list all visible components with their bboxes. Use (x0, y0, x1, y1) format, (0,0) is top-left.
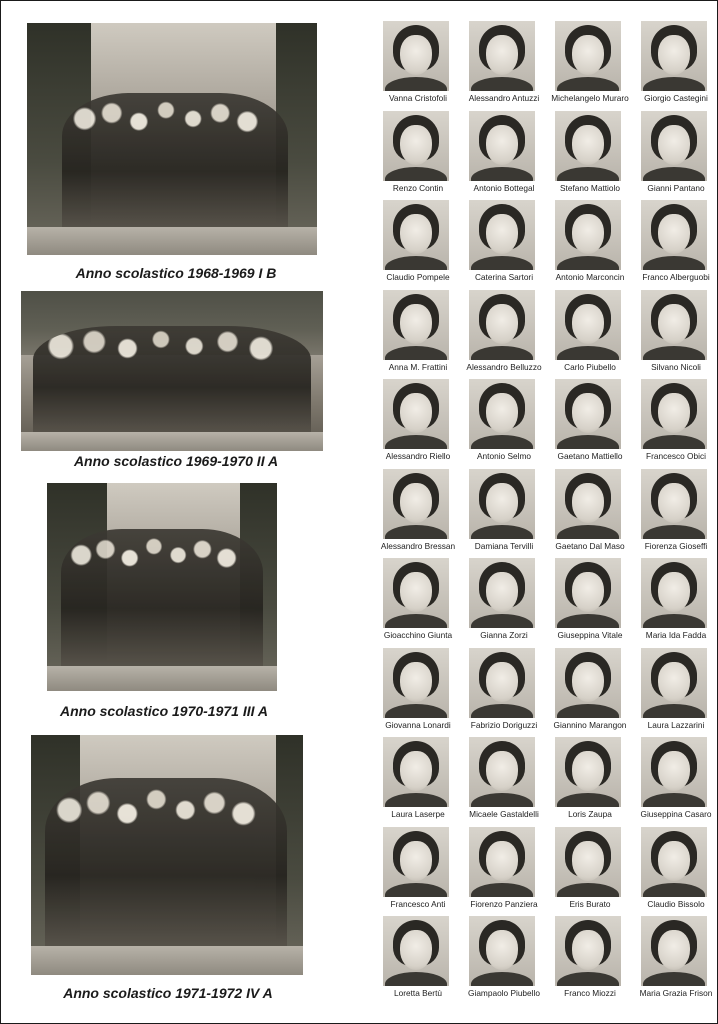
portrait-photo (641, 737, 707, 807)
portrait-name: Claudio Bissolo (647, 898, 705, 909)
portrait-photo (469, 111, 535, 181)
portrait-photo (555, 558, 621, 628)
portrait-name: Eris Burato (569, 898, 611, 909)
portrait-name: Franco Alberguobi (642, 272, 710, 282)
portrait-card (375, 558, 461, 648)
portrait-photo (641, 558, 707, 628)
portrait-photo (383, 469, 449, 539)
portrait-name: Maria Ida Fadda (645, 630, 707, 640)
portrait-name: Giampaolo Piubello (468, 988, 540, 998)
portrait-card (375, 827, 461, 917)
portrait-photo (469, 827, 535, 897)
portrait-name: Michelangelo Muraro (551, 93, 629, 103)
portrait-card (375, 737, 461, 827)
portrait-card (461, 469, 547, 559)
portrait-photo (555, 648, 621, 718)
portrait-card (633, 21, 718, 111)
portrait-name: Giuseppina Vitale (557, 630, 623, 640)
portrait-photo (641, 111, 707, 181)
portrait-name: Alessandro Belluzzo (466, 361, 542, 372)
portrait-photo (383, 21, 449, 91)
portrait-name: Franco Miozzi (564, 988, 616, 998)
portrait-photo (641, 648, 707, 718)
portrait-name: Gioacchino Giunta (383, 630, 453, 640)
portrait-card (375, 290, 461, 380)
portrait-name: Gaetano Dal Maso (555, 540, 625, 551)
portrait-photo (641, 290, 707, 360)
portrait-card (461, 737, 547, 827)
portrait-card (375, 379, 461, 469)
portrait-name: Giuseppina Casaro (640, 809, 712, 819)
portrait-card (633, 827, 718, 917)
portrait-card (633, 111, 718, 201)
portrait-card (461, 111, 547, 201)
portrait-photo (469, 379, 535, 449)
portrait-photo (555, 21, 621, 91)
portrait-name: Fabrizio Doriguzzi (470, 719, 538, 730)
portrait-photo (383, 111, 449, 181)
portrait-name: Micaele Gastaldelli (469, 809, 539, 819)
portrait-name: Loris Zaupa (568, 809, 612, 819)
portrait-card (375, 21, 461, 111)
portrait-photo (555, 916, 621, 986)
portrait-photo (641, 827, 707, 897)
portrait-name: Laura Laserpe (391, 809, 445, 819)
portrait-name: Caterina Sartori (474, 272, 534, 282)
portrait-photo (469, 916, 535, 986)
portrait-photo (383, 290, 449, 360)
portrait-card (375, 200, 461, 290)
portrait-name: Stefano Mattiolo (560, 182, 620, 193)
portrait-card (461, 558, 547, 648)
portrait-photo (641, 379, 707, 449)
portrait-photo (383, 558, 449, 628)
portrait-photo (641, 21, 707, 91)
portrait-card (461, 379, 547, 469)
class-photo-1971-1972 (31, 735, 303, 975)
portrait-card (547, 469, 633, 559)
portrait-photo (555, 737, 621, 807)
portrait-photo (555, 200, 621, 270)
portrait-photo (383, 827, 449, 897)
portrait-photo (383, 648, 449, 718)
portrait-name: Francesco Obici (646, 451, 706, 461)
portrait-name: Maria Grazia Frison (639, 988, 713, 998)
portrait-photo (383, 200, 449, 270)
portrait-card (547, 916, 633, 1006)
portrait-photo (641, 200, 707, 270)
portrait-name: Antonio Bottegal (473, 182, 535, 193)
portrait-photo (469, 737, 535, 807)
portrait-card (633, 290, 718, 380)
portrait-card (547, 648, 633, 738)
portrait-name: Giannino Marangon (553, 719, 627, 730)
portrait-photo (469, 200, 535, 270)
portrait-card (633, 200, 718, 290)
portrait-card (547, 21, 633, 111)
portrait-photo (469, 290, 535, 360)
class-photo-1968-1969 (27, 23, 317, 255)
portrait-card (547, 111, 633, 201)
photo-caption: Anno scolastico 1971-1972 IV A (63, 985, 273, 1001)
portrait-name: Anna M. Frattini (388, 361, 448, 372)
portrait-photo (641, 916, 707, 986)
portrait-card (633, 558, 718, 648)
portrait-photo (555, 827, 621, 897)
portrait-photo (555, 469, 621, 539)
portrait-card (547, 200, 633, 290)
portrait-name: Renzo Contin (392, 182, 444, 193)
portrait-card (461, 916, 547, 1006)
portrait-name: Laura Lazzarini (647, 719, 705, 730)
portrait-name: Antonio Selmo (477, 451, 531, 461)
portrait-card (547, 827, 633, 917)
portrait-photo (555, 290, 621, 360)
portrait-photo (555, 111, 621, 181)
portrait-name: Antonio Marconcin (555, 272, 625, 282)
photo-caption: Anno scolastico 1970-1971 III A (59, 703, 268, 719)
portrait-photo (383, 737, 449, 807)
portrait-photo (641, 469, 707, 539)
portrait-name: Alessandro Riello (385, 451, 451, 461)
portrait-card (547, 737, 633, 827)
portrait-photo (383, 916, 449, 986)
portrait-grid (375, 21, 718, 1006)
portrait-name: Giorgio Castegini (644, 93, 708, 103)
portrait-name: Alessandro Bressan (380, 540, 456, 551)
portrait-card (633, 469, 718, 559)
portrait-name: Fiorenzo Panziera (470, 898, 538, 909)
portrait-name: Loretta Bertù (394, 988, 442, 998)
portrait-card (547, 558, 633, 648)
portrait-photo (555, 379, 621, 449)
portrait-name: Gianni Pantano (647, 182, 705, 193)
portrait-photo (469, 648, 535, 718)
portrait-name: Gianna Zorzi (480, 630, 528, 640)
portrait-card (375, 469, 461, 559)
portrait-name: Fiorenza Gioseffi (644, 540, 708, 551)
portrait-name: Francesco Anti (390, 898, 446, 909)
class-photo-1970-1971 (47, 483, 277, 691)
portrait-name: Silvano Nicoli (651, 361, 701, 372)
portrait-photo (383, 379, 449, 449)
portrait-name: Vanna Cristofoli (389, 93, 447, 103)
portrait-card (633, 916, 718, 1006)
portrait-card (375, 916, 461, 1006)
portrait-card (461, 827, 547, 917)
portrait-photo (469, 469, 535, 539)
portrait-card (461, 648, 547, 738)
portrait-card (461, 290, 547, 380)
portrait-card (375, 648, 461, 738)
portrait-name: Gaetano Mattiello (557, 451, 623, 461)
portrait-card (375, 111, 461, 201)
portrait-card (547, 290, 633, 380)
portrait-card (461, 200, 547, 290)
class-photo-1969-1970 (21, 291, 323, 451)
photo-caption: Anno scolastico 1968-1969 I B (75, 265, 277, 281)
portrait-card (633, 379, 718, 469)
portrait-name: Giovanna Lonardi (385, 719, 451, 730)
photo-caption: Anno scolastico 1969-1970 II A (73, 453, 279, 469)
portrait-card (633, 648, 718, 738)
portrait-photo (469, 21, 535, 91)
portrait-name: Carlo Piubello (564, 361, 616, 372)
portrait-card (461, 21, 547, 111)
portrait-name: Damiana Tervilli (474, 540, 534, 551)
portrait-card (547, 379, 633, 469)
portrait-name: Claudio Pompele (386, 272, 450, 282)
portrait-photo (469, 558, 535, 628)
portrait-card (633, 737, 718, 827)
portrait-name: Alessandro Antuzzi (468, 93, 540, 103)
